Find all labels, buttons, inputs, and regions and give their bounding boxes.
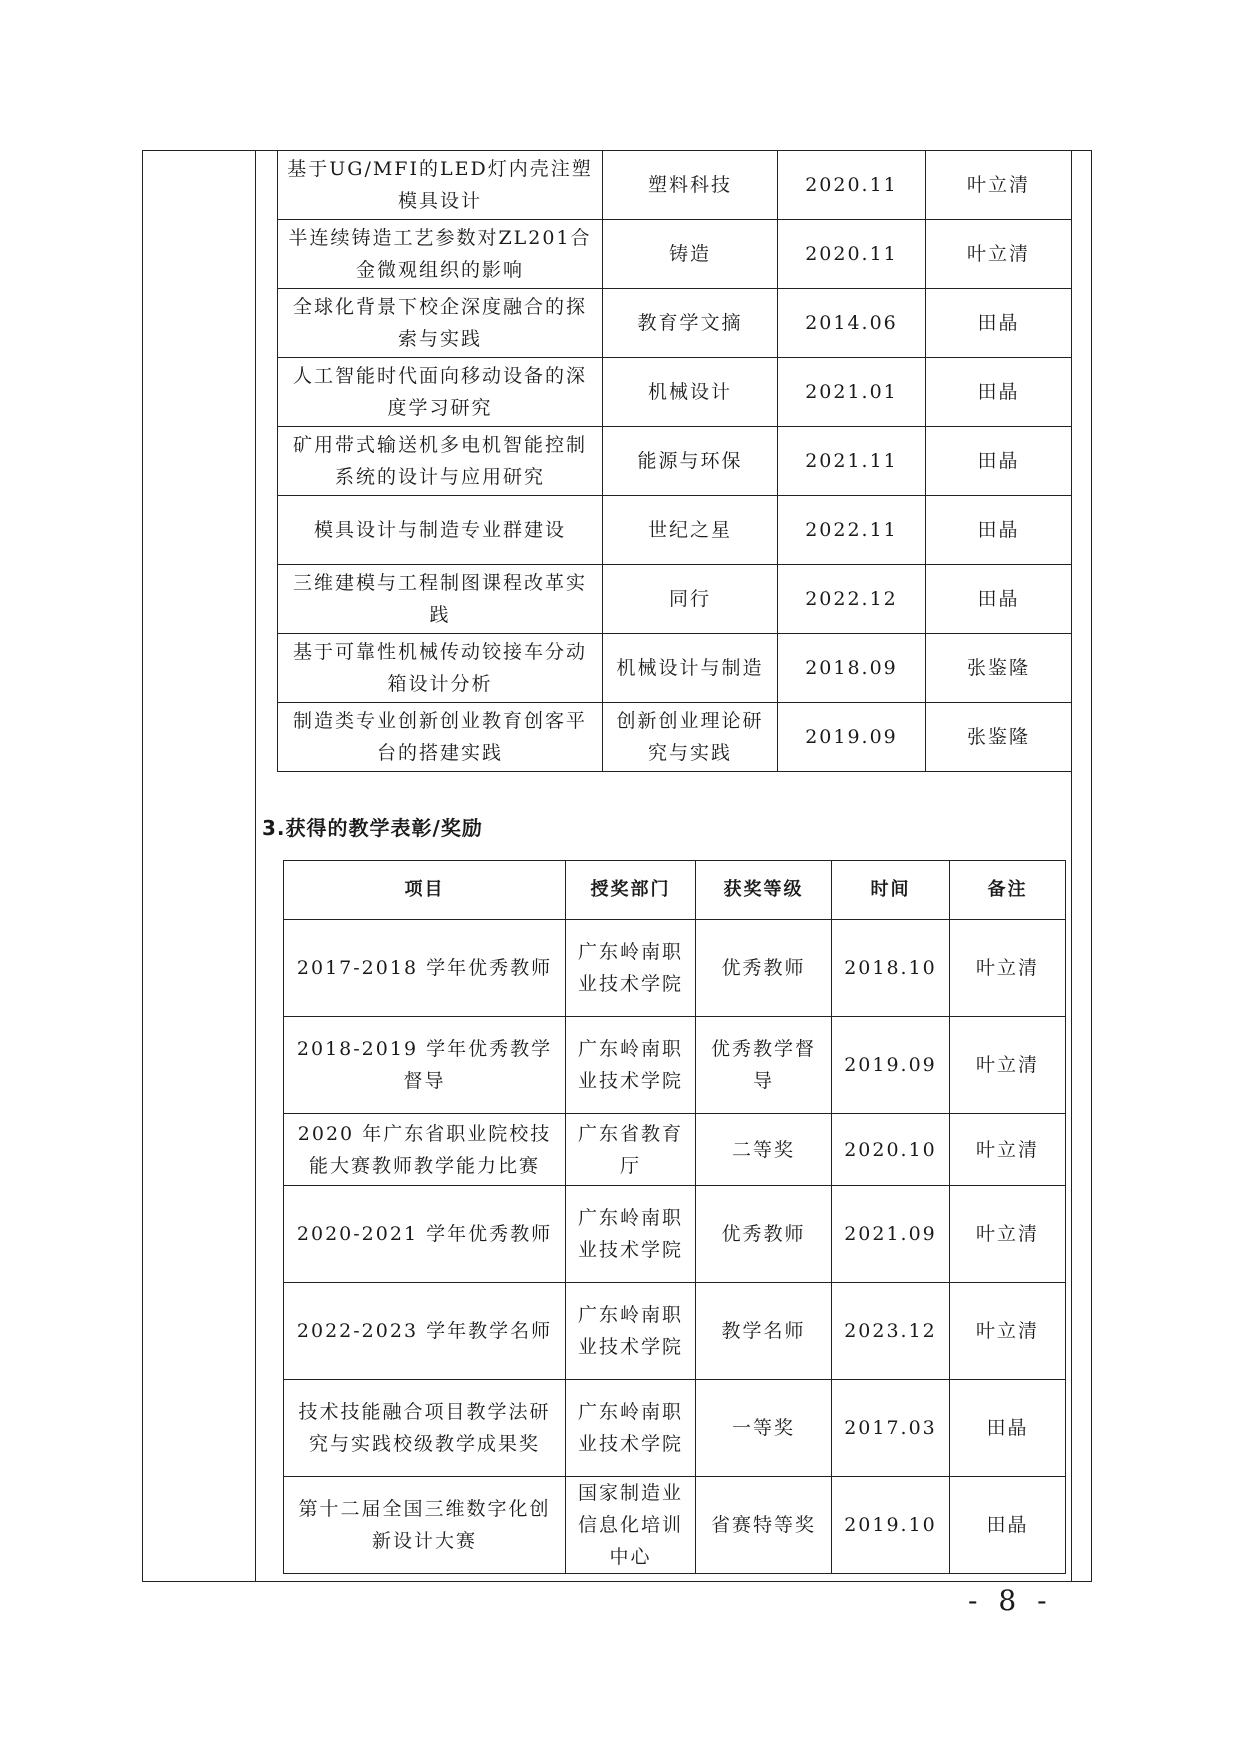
- paper-journal: 铸造: [603, 220, 778, 289]
- header-dept: 授奖部门: [566, 861, 696, 920]
- paper-title: 三维建模与工程制图课程改革实践: [278, 565, 603, 634]
- award-level: 一等奖: [696, 1380, 832, 1477]
- paper-author: 田晶: [926, 427, 1072, 496]
- paper-date: 2022.12: [778, 565, 926, 634]
- award-note: 田晶: [950, 1477, 1066, 1574]
- award-time: 2017.03: [832, 1380, 950, 1477]
- paper-journal: 同行: [603, 565, 778, 634]
- paper-date: 2021.01: [778, 358, 926, 427]
- header-note: 备注: [950, 861, 1066, 920]
- award-level: 优秀教学督导: [696, 1017, 832, 1114]
- award-dept: 广东岭南职业技术学院: [566, 1380, 696, 1477]
- award-level: 优秀教师: [696, 1186, 832, 1283]
- award-dept: 广东岭南职业技术学院: [566, 1186, 696, 1283]
- award-time: 2019.10: [832, 1477, 950, 1574]
- paper-title: 制造类专业创新创业教育创客平台的搭建实践: [278, 703, 603, 772]
- page-number: - 8 -: [968, 1584, 1053, 1617]
- table-row: [278, 634, 1072, 703]
- header-time: 时间: [832, 861, 950, 920]
- table-row: [284, 1017, 1066, 1114]
- paper-journal: 机械设计: [603, 358, 778, 427]
- paper-author: 田晶: [926, 358, 1072, 427]
- award-note: 叶立清: [950, 920, 1066, 1017]
- paper-title: 基于UG/MFI的LED灯内壳注塑模具设计: [278, 151, 603, 220]
- award-dept: 广东岭南职业技术学院: [566, 1017, 696, 1114]
- paper-title: 全球化背景下校企深度融合的探索与实践: [278, 289, 603, 358]
- paper-title: 模具设计与制造专业群建设: [278, 496, 603, 565]
- table-row: [278, 151, 1072, 220]
- table-row: [284, 1114, 1066, 1186]
- header-project: 项目: [284, 861, 566, 920]
- award-project: 2022-2023 学年教学名师: [284, 1283, 566, 1380]
- award-note: 田晶: [950, 1380, 1066, 1477]
- paper-journal: 教育学文摘: [603, 289, 778, 358]
- table-row: [284, 1477, 1066, 1574]
- award-project: 第十二届全国三维数字化创新设计大赛: [284, 1477, 566, 1574]
- award-project: 2017-2018 学年优秀教师: [284, 920, 566, 1017]
- paper-author: 叶立清: [926, 220, 1072, 289]
- award-level: 省赛特等奖: [696, 1477, 832, 1574]
- paper-journal: 创新创业理论研究与实践: [603, 703, 778, 772]
- table-row: [284, 1186, 1066, 1283]
- paper-journal: 机械设计与制造: [603, 634, 778, 703]
- award-time: 2021.09: [832, 1186, 950, 1283]
- paper-date: 2021.11: [778, 427, 926, 496]
- paper-date: 2018.09: [778, 634, 926, 703]
- award-note: 叶立清: [950, 1114, 1066, 1186]
- award-dept: 广东省教育厅: [566, 1114, 696, 1186]
- table-row: [278, 289, 1072, 358]
- paper-author: 田晶: [926, 289, 1072, 358]
- award-level: 优秀教师: [696, 920, 832, 1017]
- award-dept: 广东岭南职业技术学院: [566, 1283, 696, 1380]
- column-divider-left: [255, 150, 256, 1582]
- award-project: 2018-2019 学年优秀教学督导: [284, 1017, 566, 1114]
- award-level: 教学名师: [696, 1283, 832, 1380]
- award-time: 2019.09: [832, 1017, 950, 1114]
- section-heading: 3.获得的教学表彰/奖励: [262, 816, 483, 840]
- paper-author: 张鉴隆: [926, 703, 1072, 772]
- paper-date: 2020.11: [778, 220, 926, 289]
- award-note: 叶立清: [950, 1283, 1066, 1380]
- award-time: 2023.12: [832, 1283, 950, 1380]
- award-time: 2020.10: [832, 1114, 950, 1186]
- award-dept: 广东岭南职业技术学院: [566, 920, 696, 1017]
- paper-author: 叶立清: [926, 151, 1072, 220]
- award-note: 叶立清: [950, 1186, 1066, 1283]
- table-row: [278, 358, 1072, 427]
- paper-date: 2019.09: [778, 703, 926, 772]
- award-project: 2020-2021 学年优秀教师: [284, 1186, 566, 1283]
- paper-author: 田晶: [926, 565, 1072, 634]
- paper-journal: 能源与环保: [603, 427, 778, 496]
- award-project: 2020 年广东省职业院校技能大赛教师教学能力比赛: [284, 1114, 566, 1186]
- award-level: 二等奖: [696, 1114, 832, 1186]
- award-dept: 国家制造业信息化培训中心: [566, 1477, 696, 1574]
- paper-title: 基于可靠性机械传动铰接车分动箱设计分析: [278, 634, 603, 703]
- award-time: 2018.10: [832, 920, 950, 1017]
- paper-author: 田晶: [926, 496, 1072, 565]
- awards-table: [283, 860, 1066, 1574]
- table-row: [278, 496, 1072, 565]
- table-row: [284, 1380, 1066, 1477]
- award-note: 叶立清: [950, 1017, 1066, 1114]
- table-header-row: [284, 861, 1066, 920]
- paper-title: 半连续铸造工艺参数对ZL201合金微观组织的影响: [278, 220, 603, 289]
- paper-author: 张鉴隆: [926, 634, 1072, 703]
- paper-date: 2022.11: [778, 496, 926, 565]
- paper-title: 矿用带式输送机多电机智能控制系统的设计与应用研究: [278, 427, 603, 496]
- paper-date: 2014.06: [778, 289, 926, 358]
- header-level: 获奖等级: [696, 861, 832, 920]
- table-row: [278, 703, 1072, 772]
- table-row: [278, 427, 1072, 496]
- table-row: [284, 920, 1066, 1017]
- paper-title: 人工智能时代面向移动设备的深度学习研究: [278, 358, 603, 427]
- papers-table: [277, 150, 1072, 772]
- table-row: [278, 565, 1072, 634]
- award-project: 技术技能融合项目教学法研究与实践校级教学成果奖: [284, 1380, 566, 1477]
- table-row: [278, 220, 1072, 289]
- table-row: [284, 1283, 1066, 1380]
- paper-journal: 世纪之星: [603, 496, 778, 565]
- paper-journal: 塑料科技: [603, 151, 778, 220]
- paper-date: 2020.11: [778, 151, 926, 220]
